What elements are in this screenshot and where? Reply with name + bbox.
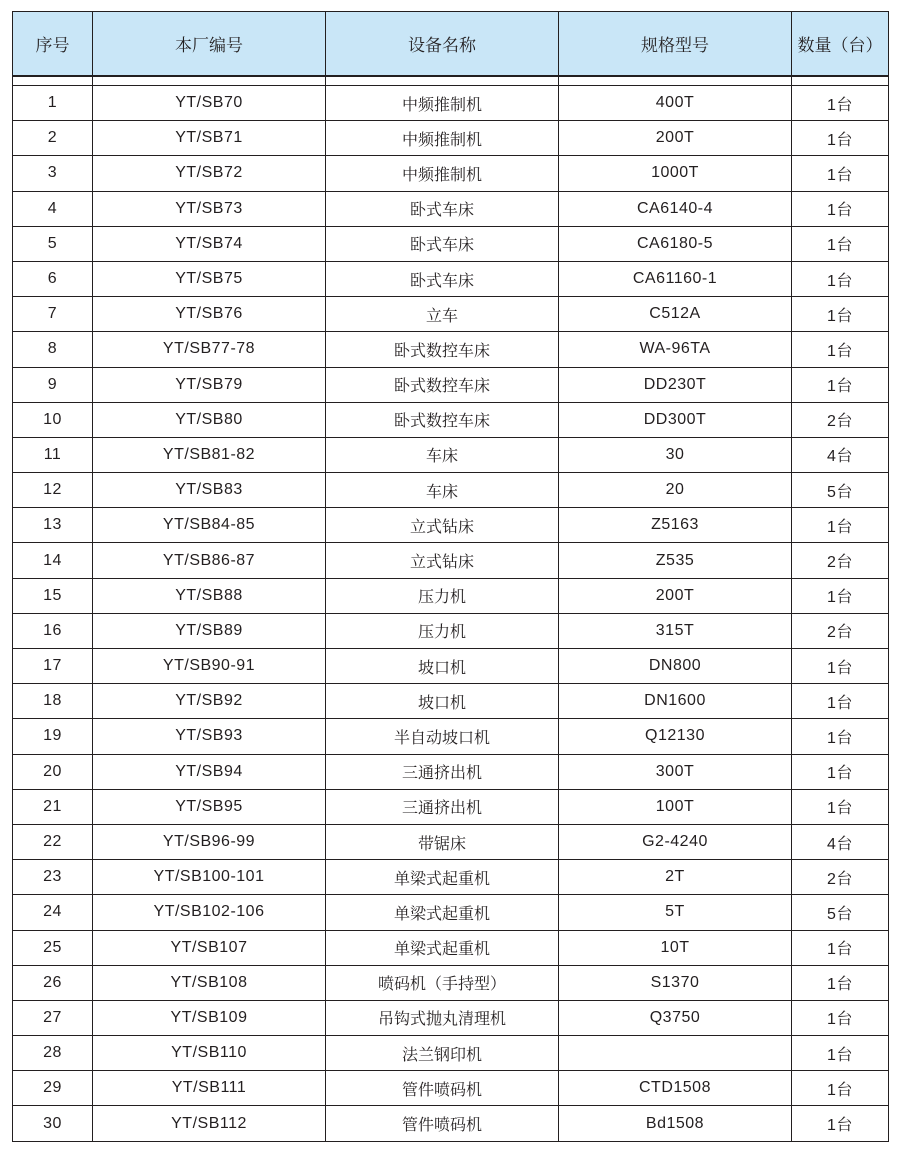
table-row	[13, 191, 889, 226]
cell-equipment-name: 半自动坡口机	[326, 719, 559, 754]
cell-quantity: 2台	[792, 543, 889, 578]
cell-equipment-name: 管件喷码机	[326, 1106, 559, 1141]
cell-model: DN1600	[559, 684, 792, 719]
cell-model	[559, 1036, 792, 1071]
table-row	[13, 719, 889, 754]
cell-model: WA-96TA	[559, 332, 792, 367]
table-row	[13, 1071, 889, 1106]
cell-factory-code: YT/SB80	[93, 402, 326, 437]
table-row	[13, 860, 889, 895]
cell-serial: 1	[13, 86, 93, 121]
cell-factory-code: YT/SB77-78	[93, 332, 326, 367]
cell-serial: 5	[13, 226, 93, 261]
table-row	[13, 1036, 889, 1071]
cell-model: 200T	[559, 121, 792, 156]
cell-serial: 25	[13, 930, 93, 965]
cell-factory-code: YT/SB111	[93, 1071, 326, 1106]
cell-quantity: 1台	[792, 1000, 889, 1035]
cell-serial: 27	[13, 1000, 93, 1035]
cell-model: 5T	[559, 895, 792, 930]
cell-equipment-name: 立式钻床	[326, 508, 559, 543]
cell-model: CTD1508	[559, 1071, 792, 1106]
cell-model: Z5163	[559, 508, 792, 543]
cell-equipment-name: 坡口机	[326, 684, 559, 719]
table-row	[13, 930, 889, 965]
cell-equipment-name: 中频推制机	[326, 156, 559, 191]
cell-equipment-name: 吊钩式抛丸清理机	[326, 1000, 559, 1035]
cell-factory-code: YT/SB73	[93, 191, 326, 226]
header-row	[13, 12, 889, 77]
cell-model: 300T	[559, 754, 792, 789]
cell-model: DD300T	[559, 402, 792, 437]
cell-quantity: 1台	[792, 1106, 889, 1141]
cell-model: Bd1508	[559, 1106, 792, 1141]
cell-serial: 21	[13, 789, 93, 824]
cell-quantity: 1台	[792, 121, 889, 156]
cell-quantity: 1台	[792, 965, 889, 1000]
cell-serial: 29	[13, 1071, 93, 1106]
cell-factory-code: YT/SB79	[93, 367, 326, 402]
cell-model: 400T	[559, 86, 792, 121]
cell-model: C512A	[559, 297, 792, 332]
cell-model: 30	[559, 437, 792, 472]
cell-serial: 11	[13, 437, 93, 472]
table-row	[13, 508, 889, 543]
cell-serial: 2	[13, 121, 93, 156]
equipment-table-container	[12, 11, 888, 1142]
table-row	[13, 156, 889, 191]
header-quantity: 数量（台）	[792, 12, 889, 77]
cell-equipment-name: 卧式车床	[326, 226, 559, 261]
cell-model: S1370	[559, 965, 792, 1000]
cell-factory-code: YT/SB75	[93, 261, 326, 296]
cell-quantity: 1台	[792, 508, 889, 543]
cell-factory-code: YT/SB110	[93, 1036, 326, 1071]
cell-serial: 28	[13, 1036, 93, 1071]
table-row	[13, 332, 889, 367]
cell-equipment-name: 三通挤出机	[326, 789, 559, 824]
cell-model: 315T	[559, 613, 792, 648]
cell-model: 200T	[559, 578, 792, 613]
cell-factory-code: YT/SB96-99	[93, 824, 326, 859]
header-spacer-row	[13, 76, 889, 86]
cell-model: CA6140-4	[559, 191, 792, 226]
cell-equipment-name: 坡口机	[326, 649, 559, 684]
header-serial: 序号	[13, 12, 93, 77]
cell-quantity: 1台	[792, 297, 889, 332]
table-row	[13, 437, 889, 472]
cell-quantity: 4台	[792, 437, 889, 472]
cell-quantity: 1台	[792, 1071, 889, 1106]
cell-factory-code: YT/SB112	[93, 1106, 326, 1141]
cell-factory-code: YT/SB71	[93, 121, 326, 156]
cell-factory-code: YT/SB95	[93, 789, 326, 824]
cell-factory-code: YT/SB84-85	[93, 508, 326, 543]
cell-model: 2T	[559, 860, 792, 895]
cell-serial: 12	[13, 473, 93, 508]
cell-serial: 18	[13, 684, 93, 719]
cell-equipment-name: 卧式数控车床	[326, 402, 559, 437]
table-row	[13, 473, 889, 508]
table-row	[13, 824, 889, 859]
cell-quantity: 2台	[792, 613, 889, 648]
cell-factory-code: YT/SB70	[93, 86, 326, 121]
cell-serial: 24	[13, 895, 93, 930]
cell-factory-code: YT/SB89	[93, 613, 326, 648]
cell-equipment-name: 单梁式起重机	[326, 860, 559, 895]
cell-factory-code: YT/SB88	[93, 578, 326, 613]
cell-serial: 15	[13, 578, 93, 613]
cell-equipment-name: 中频推制机	[326, 121, 559, 156]
equipment-table	[12, 11, 889, 1142]
cell-quantity: 2台	[792, 402, 889, 437]
table-row	[13, 613, 889, 648]
cell-quantity: 2台	[792, 860, 889, 895]
cell-equipment-name: 车床	[326, 437, 559, 472]
cell-factory-code: YT/SB102-106	[93, 895, 326, 930]
table-row	[13, 965, 889, 1000]
cell-quantity: 1台	[792, 191, 889, 226]
cell-equipment-name: 压力机	[326, 578, 559, 613]
cell-quantity: 1台	[792, 684, 889, 719]
cell-equipment-name: 立式钻床	[326, 543, 559, 578]
cell-quantity: 1台	[792, 226, 889, 261]
cell-quantity: 1台	[792, 332, 889, 367]
cell-model: DN800	[559, 649, 792, 684]
table-row	[13, 754, 889, 789]
cell-equipment-name: 三通挤出机	[326, 754, 559, 789]
cell-factory-code: YT/SB100-101	[93, 860, 326, 895]
cell-equipment-name: 立车	[326, 297, 559, 332]
table-row	[13, 1000, 889, 1035]
table-row	[13, 684, 889, 719]
cell-model: 1000T	[559, 156, 792, 191]
cell-equipment-name: 法兰钢印机	[326, 1036, 559, 1071]
table-row	[13, 121, 889, 156]
cell-serial: 4	[13, 191, 93, 226]
cell-factory-code: YT/SB92	[93, 684, 326, 719]
cell-equipment-name: 中频推制机	[326, 86, 559, 121]
cell-serial: 16	[13, 613, 93, 648]
cell-quantity: 5台	[792, 895, 889, 930]
cell-factory-code: YT/SB72	[93, 156, 326, 191]
cell-serial: 9	[13, 367, 93, 402]
table-row	[13, 578, 889, 613]
cell-equipment-name: 卧式车床	[326, 261, 559, 296]
cell-factory-code: YT/SB86-87	[93, 543, 326, 578]
cell-factory-code: YT/SB74	[93, 226, 326, 261]
table-row	[13, 86, 889, 121]
cell-quantity: 1台	[792, 754, 889, 789]
cell-serial: 7	[13, 297, 93, 332]
cell-quantity: 1台	[792, 649, 889, 684]
header-model: 规格型号	[559, 12, 792, 77]
cell-model: Q3750	[559, 1000, 792, 1035]
cell-factory-code: YT/SB108	[93, 965, 326, 1000]
cell-quantity: 5台	[792, 473, 889, 508]
cell-equipment-name: 单梁式起重机	[326, 930, 559, 965]
table-row	[13, 789, 889, 824]
cell-equipment-name: 卧式车床	[326, 191, 559, 226]
cell-factory-code: YT/SB94	[93, 754, 326, 789]
cell-factory-code: YT/SB76	[93, 297, 326, 332]
table-row	[13, 649, 889, 684]
cell-quantity: 4台	[792, 824, 889, 859]
cell-model: G2-4240	[559, 824, 792, 859]
cell-serial: 19	[13, 719, 93, 754]
cell-serial: 30	[13, 1106, 93, 1141]
cell-factory-code: YT/SB93	[93, 719, 326, 754]
cell-model: 10T	[559, 930, 792, 965]
cell-serial: 3	[13, 156, 93, 191]
table-row	[13, 543, 889, 578]
cell-factory-code: YT/SB81-82	[93, 437, 326, 472]
cell-serial: 23	[13, 860, 93, 895]
cell-model: Q12130	[559, 719, 792, 754]
cell-model: CA61160-1	[559, 261, 792, 296]
cell-factory-code: YT/SB83	[93, 473, 326, 508]
cell-quantity: 1台	[792, 719, 889, 754]
cell-serial: 6	[13, 261, 93, 296]
cell-model: 20	[559, 473, 792, 508]
cell-factory-code: YT/SB90-91	[93, 649, 326, 684]
cell-serial: 8	[13, 332, 93, 367]
cell-quantity: 1台	[792, 261, 889, 296]
cell-equipment-name: 压力机	[326, 613, 559, 648]
cell-quantity: 1台	[792, 789, 889, 824]
cell-equipment-name: 车床	[326, 473, 559, 508]
header-factory-code: 本厂编号	[93, 12, 326, 77]
cell-model: Z535	[559, 543, 792, 578]
table-row	[13, 367, 889, 402]
cell-serial: 26	[13, 965, 93, 1000]
cell-model: DD230T	[559, 367, 792, 402]
cell-serial: 10	[13, 402, 93, 437]
table-row	[13, 261, 889, 296]
cell-factory-code: YT/SB107	[93, 930, 326, 965]
cell-equipment-name: 卧式数控车床	[326, 332, 559, 367]
table-row	[13, 402, 889, 437]
cell-quantity: 1台	[792, 578, 889, 613]
table-row	[13, 1106, 889, 1141]
cell-quantity: 1台	[792, 86, 889, 121]
cell-equipment-name: 卧式数控车床	[326, 367, 559, 402]
cell-quantity: 1台	[792, 930, 889, 965]
cell-quantity: 1台	[792, 367, 889, 402]
cell-serial: 13	[13, 508, 93, 543]
cell-serial: 17	[13, 649, 93, 684]
cell-factory-code: YT/SB109	[93, 1000, 326, 1035]
cell-quantity: 1台	[792, 1036, 889, 1071]
cell-serial: 14	[13, 543, 93, 578]
cell-equipment-name: 带锯床	[326, 824, 559, 859]
table-row	[13, 895, 889, 930]
table-body	[13, 76, 889, 1141]
cell-equipment-name: 管件喷码机	[326, 1071, 559, 1106]
cell-model: 100T	[559, 789, 792, 824]
cell-serial: 20	[13, 754, 93, 789]
table-row	[13, 297, 889, 332]
cell-equipment-name: 喷码机（手持型）	[326, 965, 559, 1000]
table-row	[13, 226, 889, 261]
header-equipment-name: 设备名称	[326, 12, 559, 77]
cell-serial: 22	[13, 824, 93, 859]
cell-equipment-name: 单梁式起重机	[326, 895, 559, 930]
cell-quantity: 1台	[792, 156, 889, 191]
cell-model: CA6180-5	[559, 226, 792, 261]
